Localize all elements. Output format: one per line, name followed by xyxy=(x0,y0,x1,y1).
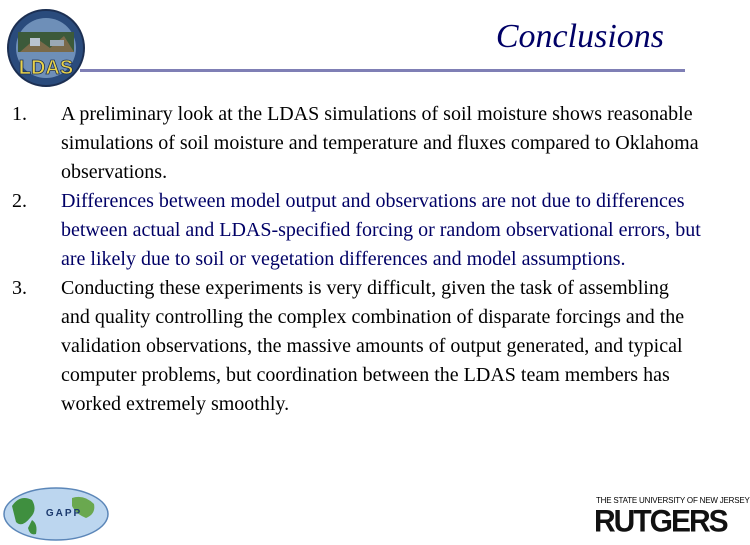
list-item xyxy=(12,100,702,187)
gapp-logo-text: GAPP xyxy=(45,508,83,519)
list-item xyxy=(12,274,702,419)
title-divider xyxy=(80,69,685,72)
ldas-logo-text: LDAS xyxy=(18,57,74,79)
list-item-text: A preliminary look at the LDAS simulations of soil moisture shows reasonable simulations of soil moisture and temperature and fluxes compared to Oklahoma observations. xyxy=(61,103,699,183)
list-item-text: Differences between model output and observations are not due to differences between actual and LDAS-specified forcing or random observational errors, but are likely due to soil or vegetation differences and model assumptions. xyxy=(61,190,701,270)
list-item-number: 2. xyxy=(12,190,27,212)
slide-title: Conclusions xyxy=(495,18,664,55)
list-item xyxy=(12,187,702,274)
rutgers-wordmark: RUTGERS xyxy=(594,504,727,539)
rutgers-tagline: THE STATE UNIVERSITY OF NEW JERSEY xyxy=(596,496,750,505)
globe-icon xyxy=(2,484,110,540)
rutgers-logo xyxy=(594,496,750,539)
list-item-number: 3. xyxy=(12,277,27,299)
ldas-logo xyxy=(6,8,86,90)
list-item-text: Conducting these experiments is very difficult, given the task of assembling and quality controlling the complex combination of disparate forcings and the validation observations, the massive amounts of output generated, and typical computer problems, but coordination between the LDAS team members has worked extremely smoothly. xyxy=(61,277,685,415)
conclusions-list xyxy=(12,100,702,419)
ldas-emblem-icon xyxy=(6,8,86,90)
gapp-logo xyxy=(2,484,110,540)
list-item-number: 1. xyxy=(12,103,27,125)
